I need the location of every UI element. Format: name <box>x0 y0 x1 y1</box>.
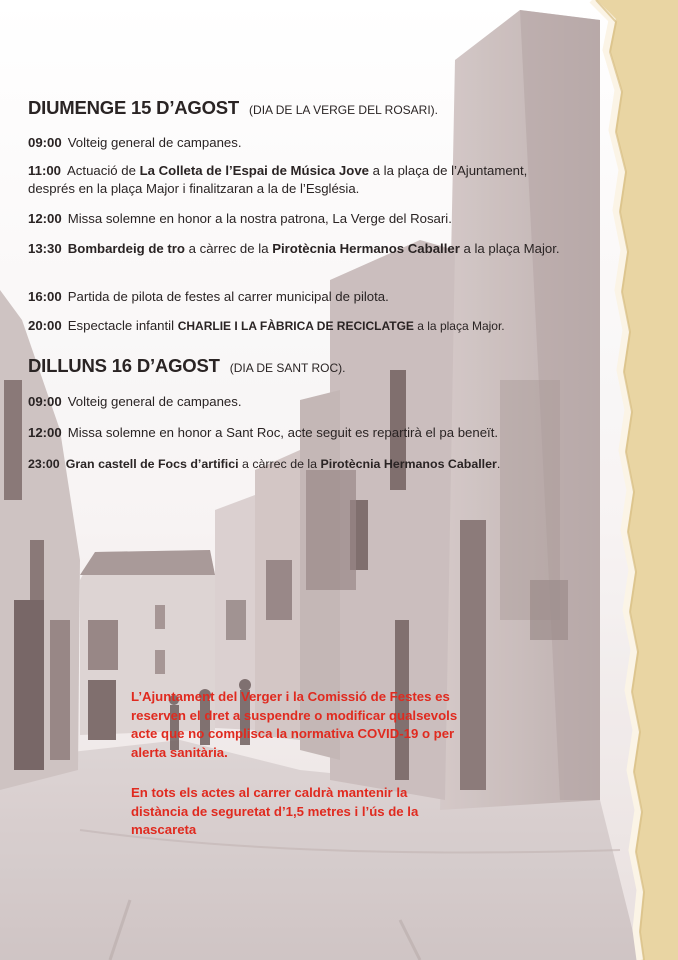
day1-subtitle: (DIA DE LA VERGE DEL ROSARI). <box>249 103 438 117</box>
day1-event <box>28 240 568 258</box>
event-text: a la plaça de l’Ajuntament, després en la plaça Major i finalitzaran a la de l’Església. <box>28 163 528 196</box>
day2-event <box>28 455 568 473</box>
event-highlight: Pirotècnia Hermanos Caballer <box>320 457 497 471</box>
event-time: 09:00 <box>28 135 62 150</box>
event-highlight: La Colleta de l’Espai de Música Jove <box>139 163 369 178</box>
event-highlight: Gran castell de Focs d’artifici <box>65 457 239 471</box>
event-time: 12:00 <box>28 211 62 226</box>
event-text: Volteig general de campanes. <box>67 394 242 409</box>
day2-heading <box>28 355 346 377</box>
day1-heading <box>28 97 438 119</box>
event-time: 23:00 <box>28 457 60 471</box>
event-time: 16:00 <box>28 289 62 304</box>
event-time: 09:00 <box>28 394 62 409</box>
day1-event <box>28 288 568 306</box>
event-time: 20:00 <box>28 318 62 333</box>
event-text: Partida de pilota de festes al carrer municipal de pilota. <box>67 289 389 304</box>
day2-event <box>28 424 568 442</box>
event-text: Missa solemne en honor a Sant Roc, acte seguit es repartirà el pa beneït. <box>67 425 499 440</box>
day2-subtitle: (DIA DE SANT ROC). <box>229 361 346 375</box>
event-highlight: Bombardeig de tro <box>67 241 185 256</box>
event-highlight: Pirotècnia Hermanos Caballer <box>272 241 460 256</box>
event-text: a la plaça Major. <box>459 241 560 256</box>
event-text: Actuació de <box>67 163 140 178</box>
day1-event <box>28 162 568 198</box>
day1-event <box>28 134 568 152</box>
event-text: Volteig general de campanes. <box>67 135 242 150</box>
day2-title: DILLUNS 16 D’AGOST <box>28 355 220 376</box>
event-text: a la plaça Major. <box>413 319 505 333</box>
day2-event <box>28 393 568 411</box>
distance-notice: En tots els actes al carrer caldrà mantenir la distància de seguretat d’1,5 metres i l’ús de la mascareta <box>131 785 419 837</box>
event-text: Espectacle infantil <box>67 318 178 333</box>
event-text: a càrrec de la <box>238 457 321 471</box>
event-highlight: CHARLIE I LA FÀBRICA DE RECICLATGE <box>177 319 414 333</box>
day1-event <box>28 317 568 335</box>
event-time: 11:00 <box>28 163 62 178</box>
event-text: a càrrec de la <box>184 241 273 256</box>
event-time: 13:30 <box>28 241 62 256</box>
covid-notice: L’Ajuntament del Verger i la Comissió de Festes es reserven el dret a suspendre o modificar qualsevols acte que no complisca la normativa COVID-19 o per alerta sanitària. <box>131 689 458 760</box>
event-time: 12:00 <box>28 425 62 440</box>
event-text: . <box>496 457 501 471</box>
day1-event <box>28 210 568 228</box>
event-text: Missa solemne en honor a la nostra patrona, La Verge del Rosari. <box>67 211 452 226</box>
day1-title: DIUMENGE 15 D’AGOST <box>28 97 240 118</box>
